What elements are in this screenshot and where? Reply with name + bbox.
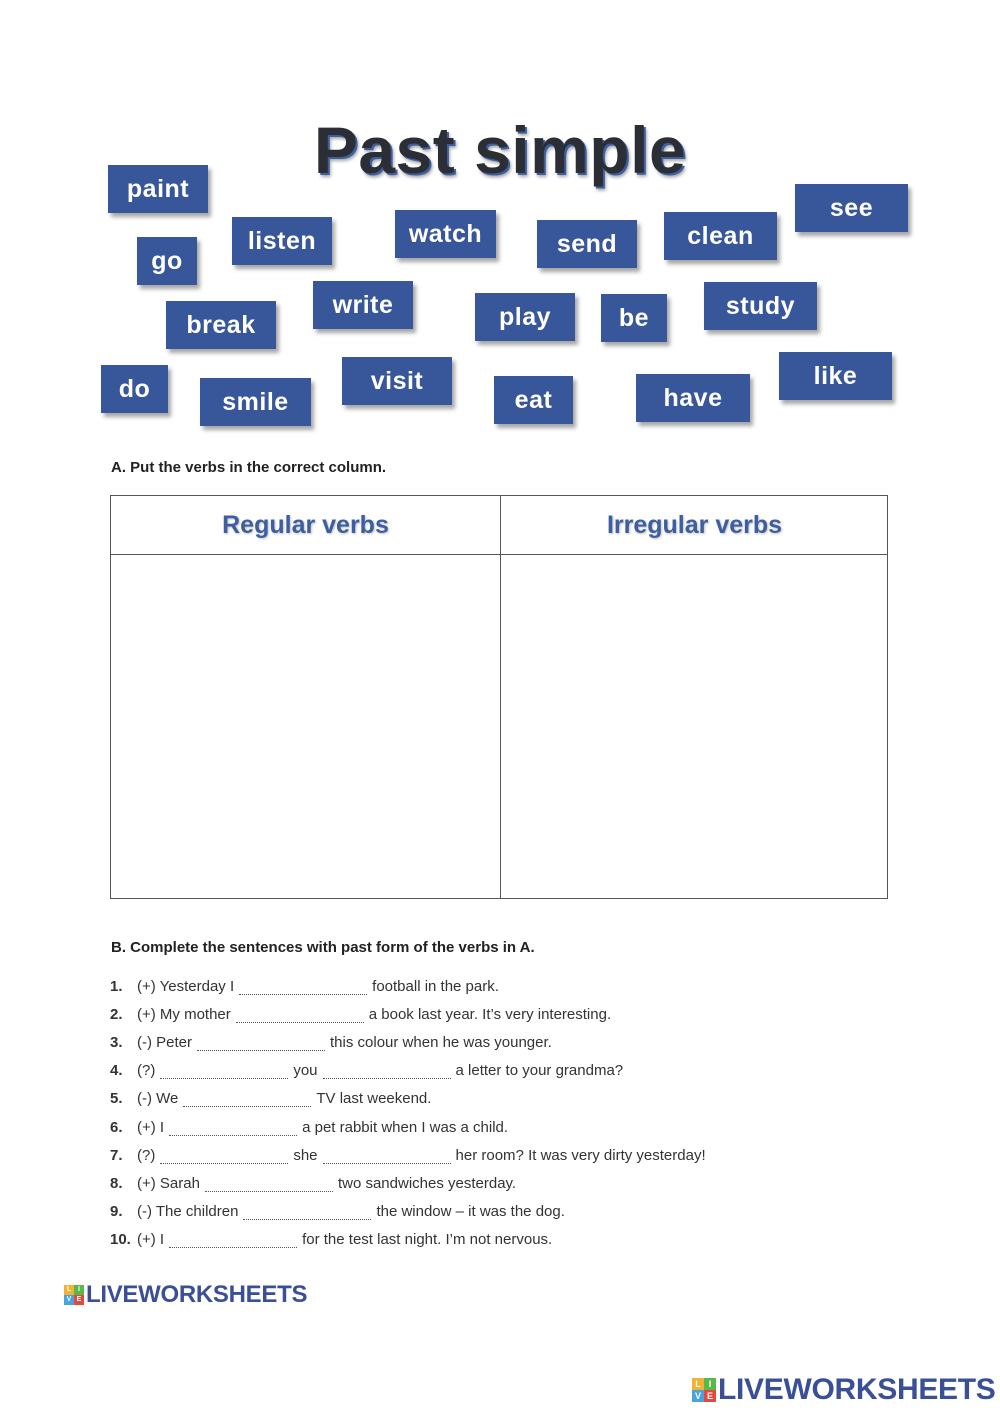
liveworksheets-logo [64, 1281, 307, 1309]
verb-card-listen[interactable]: listen [232, 217, 332, 265]
sentence-9 [110, 1198, 706, 1226]
sentence-text: a letter to your grandma? [455, 1062, 624, 1080]
answer-blank[interactable] [183, 1090, 311, 1107]
logo-square: L [692, 1378, 704, 1390]
sentence-text: (-) We [137, 1090, 179, 1108]
sentence-number: 7. [110, 1146, 123, 1164]
answer-blank[interactable] [169, 1231, 297, 1248]
logo-square: V [64, 1295, 74, 1305]
sentence-text: the window – it was the dog. [376, 1203, 565, 1221]
answer-blank[interactable] [160, 1147, 288, 1164]
sentence-number: 3. [110, 1033, 123, 1051]
sentence-4 [110, 1057, 706, 1085]
answer-blank[interactable] [323, 1062, 451, 1079]
sentence-text: (+) Sarah [137, 1174, 200, 1192]
verb-card-watch[interactable]: watch [395, 210, 496, 258]
section-a-instruction: A. Put the verbs in the correct column. [111, 459, 387, 476]
verb-card-see[interactable]: see [795, 184, 908, 232]
sentence-1 [110, 972, 706, 1000]
verb-sort-table [110, 495, 888, 899]
logo-square: I [74, 1285, 84, 1295]
verb-card-be[interactable]: be [601, 294, 667, 342]
sentence-text: for the test last night. I’m not nervous. [302, 1231, 553, 1249]
liveworksheets-footer-logo [692, 1373, 996, 1407]
sentence-text: (+) My mother [137, 1005, 231, 1023]
logo-square: L [64, 1285, 74, 1295]
sentence-text: (-) Peter [137, 1033, 193, 1051]
liveworksheets-logo-text: LIVEWORKSHEETS [86, 1281, 308, 1308]
sentence-number: 9. [110, 1203, 123, 1221]
answer-blank[interactable] [205, 1175, 333, 1192]
verb-card-study[interactable]: study [704, 282, 817, 330]
sentence-3 [110, 1028, 706, 1056]
answer-blank[interactable] [197, 1034, 325, 1051]
regular-verbs-header: Regular verbs [222, 510, 389, 539]
irregular-verbs-drop-zone[interactable] [501, 555, 889, 898]
answer-blank[interactable] [160, 1062, 288, 1079]
sentence-list [110, 972, 706, 1254]
verb-card-play[interactable]: play [475, 293, 575, 341]
regular-verbs-drop-zone[interactable] [111, 555, 499, 898]
verb-card-smile[interactable]: smile [200, 378, 311, 426]
logo-square: I [704, 1378, 716, 1390]
sentence-number: 4. [110, 1062, 123, 1080]
sentence-text: (+) Yesterday I [137, 977, 235, 995]
sentence-8 [110, 1169, 706, 1197]
sentence-number: 10. [110, 1231, 131, 1249]
verb-card-clean[interactable]: clean [664, 212, 777, 260]
sentence-text: two sandwiches yesterday. [337, 1174, 517, 1192]
sentence-text: (+) I [137, 1231, 165, 1249]
logo-square: V [692, 1390, 704, 1402]
sentence-number: 1. [110, 977, 123, 995]
section-b-instruction: B. Complete the sentences with past form of the verbs in A. [111, 939, 535, 956]
sentence-5 [110, 1085, 706, 1113]
page-title: Past simple [313, 113, 687, 187]
verb-card-like[interactable]: like [779, 352, 892, 400]
sentence-text: football in the park. [372, 977, 499, 995]
liveworksheets-logo-icon [692, 1378, 716, 1402]
verb-card-write[interactable]: write [313, 281, 413, 329]
sentence-number: 6. [110, 1118, 123, 1136]
answer-blank[interactable] [243, 1203, 371, 1220]
verb-card-send[interactable]: send [537, 220, 637, 268]
sentence-text: (+) I [137, 1118, 165, 1136]
logo-square: E [74, 1295, 84, 1305]
verb-card-break[interactable]: break [166, 301, 276, 349]
verb-card-paint[interactable]: paint [108, 165, 208, 213]
sentence-10 [110, 1226, 706, 1254]
sentence-number: 2. [110, 1005, 123, 1023]
irregular-verbs-header: Irregular verbs [606, 510, 783, 539]
sentence-text: her room? It was very dirty yesterday! [455, 1146, 706, 1164]
sentence-7 [110, 1141, 706, 1169]
verb-card-eat[interactable]: eat [494, 376, 573, 424]
sentence-6 [110, 1113, 706, 1141]
liveworksheets-logo-text: LIVEWORKSHEETS [718, 1373, 996, 1406]
verb-card-do[interactable]: do [101, 365, 168, 413]
sentence-text: a pet rabbit when I was a child. [302, 1118, 509, 1136]
answer-blank[interactable] [169, 1119, 297, 1136]
answer-blank[interactable] [236, 1006, 364, 1023]
sentence-text: this colour when he was younger. [330, 1033, 552, 1051]
verb-card-have[interactable]: have [636, 374, 750, 422]
sentence-text: you [293, 1062, 318, 1080]
answer-blank[interactable] [323, 1147, 451, 1164]
sentence-text: (?) [137, 1146, 156, 1164]
sentence-text: TV last weekend. [316, 1090, 432, 1108]
sentence-text: she [293, 1146, 318, 1164]
answer-blank[interactable] [239, 978, 367, 995]
logo-square: E [704, 1390, 716, 1402]
liveworksheets-logo-icon [64, 1285, 84, 1305]
verb-card-go[interactable]: go [137, 237, 197, 285]
sentence-number: 5. [110, 1090, 123, 1108]
sentence-number: 8. [110, 1174, 123, 1192]
sentence-2 [110, 1000, 706, 1028]
verb-card-visit[interactable]: visit [342, 357, 452, 405]
sentence-text: (?) [137, 1062, 156, 1080]
sentence-text: (-) The children [137, 1203, 239, 1221]
sentence-text: a book last year. It’s very interesting. [368, 1005, 612, 1023]
